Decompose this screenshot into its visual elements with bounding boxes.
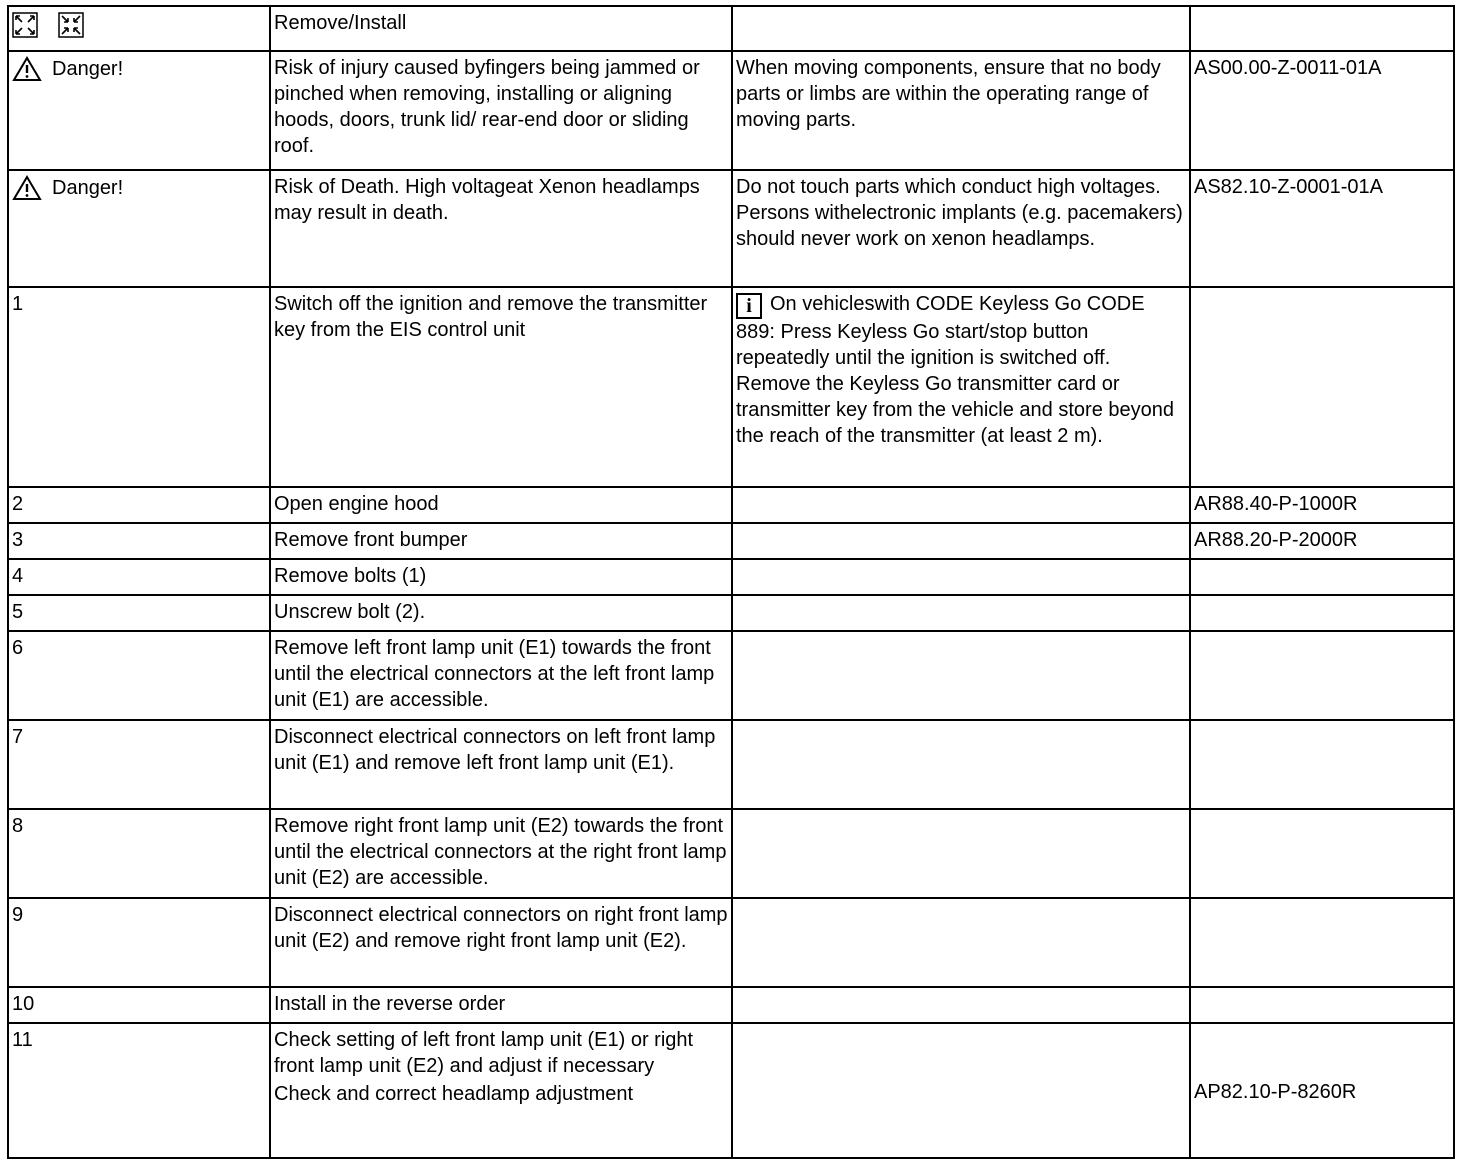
step-number: 11 <box>8 1023 270 1158</box>
danger-label: Danger! <box>52 177 124 199</box>
step-text: Open engine hood <box>270 487 732 523</box>
step-row <box>8 559 1454 595</box>
step-ref: AR88.20-P-2000R <box>1190 523 1454 559</box>
step-text: Disconnect electrical connectors on right front lamp unit (E2) and remove right front lamp unit (E2). <box>270 898 732 987</box>
step-row <box>8 595 1454 631</box>
step-ref: AP82.10-P-8260R <box>1194 1081 1357 1103</box>
hazard-ref: AS82.10-Z-0001-01A <box>1190 170 1454 287</box>
step-number: 7 <box>8 720 270 809</box>
step-number: 10 <box>8 987 270 1023</box>
step-number: 8 <box>8 809 270 898</box>
danger-label: Danger! <box>52 58 124 80</box>
step-row <box>8 987 1454 1023</box>
header-title: Remove/Install <box>270 6 732 51</box>
install-icon <box>58 12 84 38</box>
step-row <box>8 287 1454 487</box>
step-ref <box>1190 720 1454 809</box>
step-number: 9 <box>8 898 270 987</box>
header-empty-3 <box>732 6 1190 51</box>
hazard-row <box>8 51 1454 170</box>
step-text: Remove right front lamp unit (E2) towards the front until the electrical connectors at the right front lamp unit (E2) are accessible. <box>270 809 732 898</box>
hazard-risk-text: Risk of Death. High voltageat Xenon headlamps may result in death. <box>270 170 732 287</box>
step-row <box>8 1023 1454 1158</box>
step-ref <box>1190 898 1454 987</box>
step-text: Check setting of left front lamp unit (E1) or right front lamp unit (E2) and adjust if necessary <box>274 1029 694 1077</box>
step-text: Install in the reverse order <box>270 987 732 1023</box>
step-note-text: On vehicleswith CODE Keyless Go CODE 889: Press Keyless Go start/stop button repeatedly until the ignition is switched off. Remove the Keyless Go transmitter card or transmitter key from the vehicle and store beyond the reach of the transmitter (at least 2 m). <box>736 293 1174 447</box>
step-text: Disconnect electrical connectors on left front lamp unit (E1) and remove left front lamp unit (E1). <box>270 720 732 809</box>
header-empty-4 <box>1190 6 1454 51</box>
warning-triangle-icon <box>12 175 42 201</box>
step-text: Remove front bumper <box>270 523 732 559</box>
step-number: 3 <box>8 523 270 559</box>
step-ref <box>1190 287 1454 487</box>
warning-triangle-icon <box>12 56 42 82</box>
step-text: Unscrew bolt (2). <box>270 595 732 631</box>
step-ref <box>1190 809 1454 898</box>
procedure-table <box>7 5 1455 1159</box>
step-ref <box>1190 595 1454 631</box>
step-number: 6 <box>8 631 270 720</box>
step-row <box>8 631 1454 720</box>
hazard-row <box>8 170 1454 287</box>
step-row <box>8 487 1454 523</box>
hazard-ref: AS00.00-Z-0011-01A <box>1190 51 1454 170</box>
step-text-secondary: Check and correct headlamp adjustment <box>274 1083 634 1105</box>
info-icon: i <box>736 293 762 319</box>
step-number: 2 <box>8 487 270 523</box>
step-number: 5 <box>8 595 270 631</box>
step-number: 4 <box>8 559 270 595</box>
step-row <box>8 523 1454 559</box>
hazard-risk-text: Risk of injury caused byfingers being jammed or pinched when removing, installing or aligning hoods, doors, trunk lid/ rear-end door or sliding roof. <box>270 51 732 170</box>
hazard-measure-text: When moving components, ensure that no body parts or limbs are within the operating range of moving parts. <box>732 51 1190 170</box>
hazard-measure-text: Do not touch parts which conduct high voltages. Persons withelectronic implants (e.g. pacemakers) should never work on xenon headlamps. <box>732 170 1190 287</box>
step-text: Remove left front lamp unit (E1) towards the front until the electrical connectors at the left front lamp unit (E1) are accessible. <box>270 631 732 720</box>
step-ref <box>1190 631 1454 720</box>
step-row <box>8 898 1454 987</box>
step-text: Remove bolts (1) <box>270 559 732 595</box>
header-row <box>8 6 1454 51</box>
step-number: 1 <box>8 287 270 487</box>
step-ref <box>1190 559 1454 595</box>
remove-icon <box>12 12 38 38</box>
step-ref: AR88.40-P-1000R <box>1190 487 1454 523</box>
step-ref <box>1190 987 1454 1023</box>
step-note <box>732 287 1190 487</box>
step-row <box>8 809 1454 898</box>
step-text: Switch off the ignition and remove the transmitter key from the EIS control unit <box>270 287 732 487</box>
header-icons-cell <box>8 6 270 51</box>
step-row <box>8 720 1454 809</box>
